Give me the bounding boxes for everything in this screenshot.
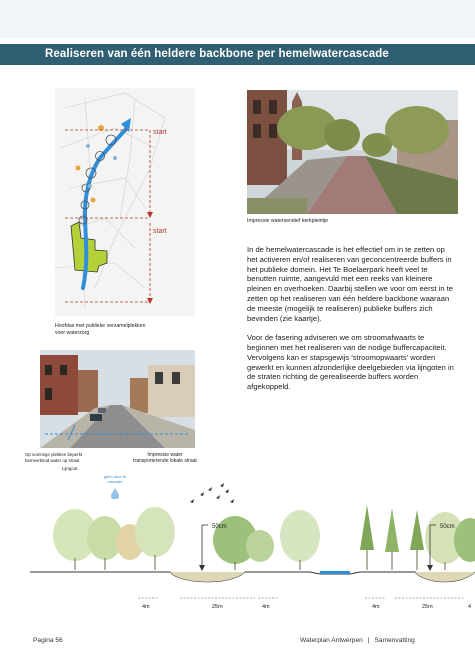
map-drawing — [55, 88, 195, 316]
body-text — [247, 245, 457, 402]
dimension-label: 25m — [422, 604, 433, 610]
map-start-label: start — [153, 228, 167, 235]
section-header — [0, 44, 475, 65]
street-annotation-right: Impressie water transporterende lokale straat — [133, 452, 197, 464]
street-annotation-left: Op sommige plekken beperkt bemeerbleid water op straat — [25, 452, 83, 463]
body-paragraph: In de hemelwatercascade is het effectief om in te zetten op het activeren en/of realiseren van geconcentreerde buffers in het publieke domein. Het Te Boelaerpark heeft veel te benutten ruimte, aangevuld met een reeks van kleinere pleinen en overhoeken. Daarbij stellen we voor om eerst in te zetten op het realiseren van één heldere backbone waaraan de meeste (mogelijk te realiseren) publieke buffers zich bevinden (zie kaartje). — [247, 245, 453, 323]
page-number: Pagina 56 — [33, 637, 63, 644]
footer-doc — [300, 637, 415, 644]
dimension-label: 25m — [212, 604, 223, 610]
street-annotation-bottom: geen door te cascade — [103, 474, 127, 484]
footer-part: Samenvatting — [374, 637, 415, 644]
depth-label: 50cm — [212, 524, 227, 530]
backbone-map — [55, 88, 195, 316]
street-photo — [40, 350, 195, 448]
church-square-caption: Impressie waterserstief kerkpleintje — [247, 218, 329, 224]
dimension-label: 4m — [262, 604, 270, 610]
map-start-label: start — [153, 129, 167, 136]
street-annotation-gutter: Lijngoot — [62, 466, 78, 471]
dimension-label: 4 — [468, 604, 472, 610]
cross-section — [30, 480, 475, 620]
church-square-photo — [247, 90, 458, 214]
dimension-label: 4m — [372, 604, 380, 610]
footer-doc-title: Waterplan Antwerpen — [300, 637, 363, 644]
map-caption: Hoofdas met publieke verzamelplekken voor waterzorg — [55, 323, 146, 336]
depth-label: 50cm — [440, 524, 455, 530]
section-title: Realiseren van één heldere backbone per hemelwatercascade — [45, 48, 389, 60]
footer-separator: | — [367, 637, 370, 644]
dimension-label: 4m — [142, 604, 150, 610]
top-band — [0, 0, 475, 38]
body-paragraph: Voor de fasering adviseren we om stroomafwaarts te beginnen met het realiseren van de nodige buffercapaciteit. Vervolgens kan er stapsgewijs 'stroomopwaarts' worden gewerkt en kunnen afzonderlijke deelgebieden via lijngoten in de straten richting de gerealiseerde buffers worden afgekoppeld. — [247, 333, 454, 392]
